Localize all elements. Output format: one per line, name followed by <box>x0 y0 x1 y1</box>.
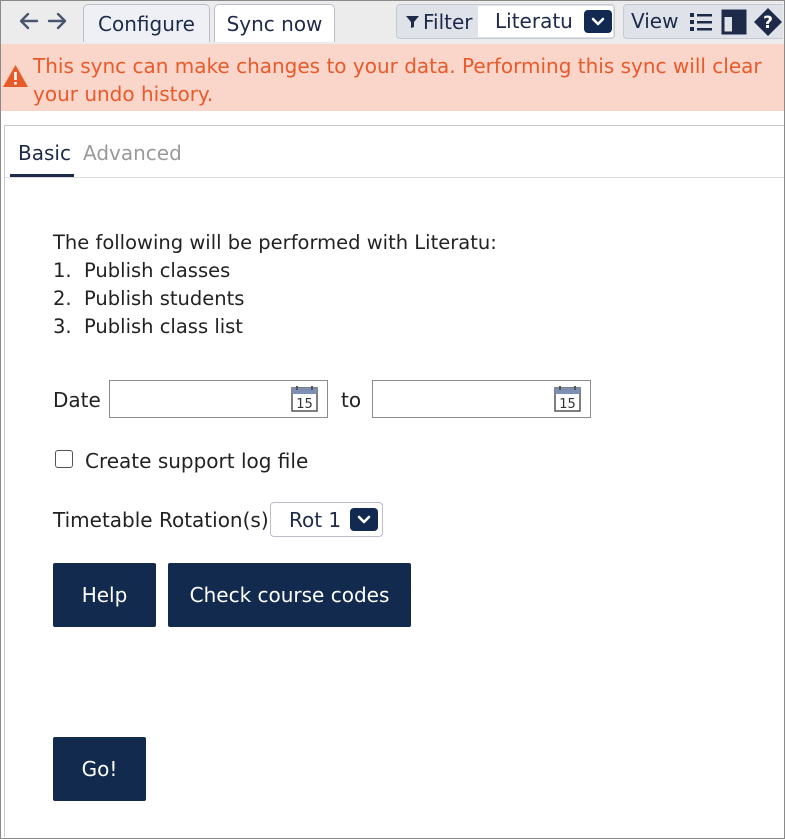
date-to-input[interactable] <box>372 380 591 418</box>
date-from-input[interactable] <box>109 380 328 418</box>
support-log-label[interactable]: Create support log file <box>85 449 309 473</box>
filter-button[interactable] <box>399 5 477 38</box>
help-icon[interactable] <box>752 6 784 38</box>
chevron-down-icon[interactable] <box>584 10 612 33</box>
warning-text: This sync can make changes to your data. Performing this sync will clear your undo history. <box>33 54 762 106</box>
rotation-label: Timetable Rotation(s) <box>53 508 269 532</box>
description-step: 1. Publish classes <box>53 259 231 282</box>
subtab-advanced[interactable]: Advanced <box>83 141 182 165</box>
description-step: 2. Publish students <box>53 287 245 310</box>
list-view-icon[interactable] <box>688 10 714 34</box>
back-arrow-icon[interactable] <box>18 9 40 33</box>
view-button[interactable]: View <box>631 9 679 33</box>
date-separator: to <box>341 388 362 412</box>
check-course-codes-button[interactable]: Check course codes <box>168 563 411 627</box>
filter-label: Filter <box>423 9 473 34</box>
funnel-icon <box>405 14 420 29</box>
forward-arrow-icon[interactable] <box>46 9 68 33</box>
layout-icon[interactable] <box>721 9 747 35</box>
calendar-day: 15 <box>559 397 576 412</box>
description-intro: The following will be performed with Literatu: <box>53 231 497 254</box>
date-label: Date <box>53 388 101 412</box>
filter-value: Literatu <box>495 9 573 33</box>
sync-description <box>53 229 497 341</box>
support-log-checkbox[interactable] <box>55 450 73 468</box>
go-button[interactable]: Go! <box>53 737 146 801</box>
calendar-day: 15 <box>296 397 313 412</box>
rotation-select[interactable] <box>270 502 383 537</box>
rotation-value: Rot 1 <box>289 508 342 532</box>
tab-configure[interactable]: Configure <box>83 4 210 42</box>
filter-group <box>396 4 615 39</box>
svg-text:?: ? <box>763 13 773 33</box>
calendar-icon[interactable] <box>554 385 581 412</box>
chevron-down-icon[interactable] <box>350 508 378 531</box>
calendar-icon[interactable] <box>291 385 318 412</box>
help-button[interactable]: Help <box>53 563 156 627</box>
tab-sync-now[interactable]: Sync now <box>214 4 335 42</box>
description-step: 3. Publish class list <box>53 315 243 338</box>
subtab-basic[interactable]: Basic <box>18 141 71 165</box>
warning-triangle-icon <box>2 64 29 88</box>
filter-select[interactable] <box>478 6 613 37</box>
subtab-divider <box>5 177 784 178</box>
